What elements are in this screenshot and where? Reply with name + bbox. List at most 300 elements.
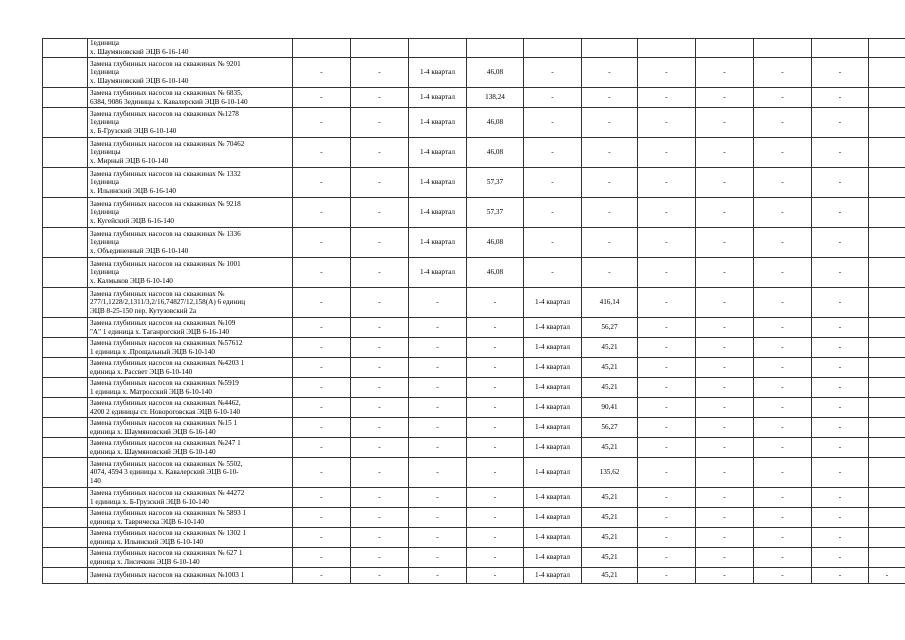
value-cell: - (467, 318, 524, 338)
value-cell (351, 39, 409, 58)
work-description-cell: Замена глубинных насосов на скважинах №15 1 единица х. Шаумяновский ЭЦВ 6-16-140 (88, 418, 293, 438)
value-cell: - (696, 168, 754, 198)
value-cell: - (754, 88, 812, 108)
value-cell (869, 488, 905, 508)
value-cell: - (351, 338, 409, 358)
value-cell: - (812, 508, 869, 528)
value-cell: - (351, 58, 409, 88)
value-cell: 46,08 (467, 228, 524, 258)
value-cell: - (638, 488, 696, 508)
value-cell: - (293, 338, 351, 358)
value-cell: - (467, 488, 524, 508)
value-cell: 45,21 (582, 338, 638, 358)
value-cell: - (754, 568, 812, 584)
value-cell (869, 198, 905, 228)
row-number-cell (43, 548, 88, 568)
value-cell: - (467, 338, 524, 358)
value-cell: - (467, 398, 524, 418)
row-number-cell (43, 398, 88, 418)
table-row (43, 108, 905, 138)
value-cell: 1-4 квартал (524, 488, 582, 508)
value-cell: - (754, 508, 812, 528)
value-cell: - (582, 138, 638, 168)
value-cell (869, 338, 905, 358)
value-cell: - (293, 508, 351, 528)
value-cell: 45,21 (582, 528, 638, 548)
value-cell: 1-4 квартал (409, 198, 467, 228)
row-number-cell (43, 528, 88, 548)
value-cell: - (812, 488, 869, 508)
value-cell: - (467, 508, 524, 528)
value-cell: - (351, 288, 409, 318)
value-cell: - (409, 318, 467, 338)
value-cell: - (812, 258, 869, 288)
value-cell: - (467, 438, 524, 458)
value-cell: 45,21 (582, 568, 638, 584)
value-cell: 1-4 квартал (524, 418, 582, 438)
value-cell (869, 58, 905, 88)
row-number-cell (43, 108, 88, 138)
value-cell: - (638, 398, 696, 418)
value-cell: 1-4 квартал (409, 168, 467, 198)
value-cell (869, 108, 905, 138)
value-cell: - (812, 458, 869, 488)
value-cell: - (351, 488, 409, 508)
value-cell: - (351, 318, 409, 338)
table-row (43, 198, 905, 228)
value-cell: - (812, 438, 869, 458)
value-cell: - (638, 338, 696, 358)
table-row (43, 568, 905, 584)
table-row (43, 88, 905, 108)
row-number-cell (43, 58, 88, 88)
value-cell: - (351, 528, 409, 548)
value-cell: - (293, 228, 351, 258)
value-cell: - (351, 138, 409, 168)
table-row (43, 39, 905, 58)
value-cell: - (409, 488, 467, 508)
value-cell: - (524, 108, 582, 138)
value-cell: - (351, 88, 409, 108)
value-cell: - (582, 108, 638, 138)
value-cell: 1-4 квартал (524, 528, 582, 548)
work-description-cell: 1единица х. Шаумяновский ЭЦВ 6-16-140 (88, 39, 293, 58)
value-cell: 1-4 квартал (409, 138, 467, 168)
row-number-cell (43, 378, 88, 398)
value-cell: 1-4 квартал (524, 508, 582, 528)
table-row (43, 258, 905, 288)
table-row (43, 378, 905, 398)
value-cell: 45,21 (582, 508, 638, 528)
value-cell: 1-4 квартал (524, 338, 582, 358)
row-number-cell (43, 458, 88, 488)
value-cell: - (351, 548, 409, 568)
value-cell: 1-4 квартал (409, 88, 467, 108)
table-row (43, 138, 905, 168)
work-description-cell: Замена глубинных насосов на скважинах № 1332 1единица х. Ильинский ЭЦВ 6-16-140 (88, 168, 293, 198)
value-cell: - (467, 288, 524, 318)
value-cell: - (754, 418, 812, 438)
value-cell (869, 168, 905, 198)
value-cell: - (754, 288, 812, 318)
value-cell: 1-4 квартал (409, 228, 467, 258)
value-cell: - (754, 458, 812, 488)
value-cell (869, 88, 905, 108)
row-number-cell (43, 358, 88, 378)
value-cell: 45,21 (582, 548, 638, 568)
value-cell: - (409, 338, 467, 358)
value-cell: 57,37 (467, 198, 524, 228)
value-cell: - (696, 488, 754, 508)
value-cell: - (696, 508, 754, 528)
value-cell: - (812, 228, 869, 258)
works-table (42, 38, 905, 584)
value-cell: - (524, 138, 582, 168)
row-number-cell (43, 488, 88, 508)
value-cell: - (638, 548, 696, 568)
value-cell: - (409, 508, 467, 528)
value-cell: 45,21 (582, 378, 638, 398)
value-cell (869, 378, 905, 398)
value-cell: - (293, 318, 351, 338)
value-cell (869, 318, 905, 338)
row-number-cell (43, 438, 88, 458)
value-cell: - (293, 458, 351, 488)
value-cell: - (409, 418, 467, 438)
table-row (43, 528, 905, 548)
value-cell: - (351, 418, 409, 438)
value-cell: - (524, 58, 582, 88)
value-cell: - (351, 508, 409, 528)
value-cell: - (696, 568, 754, 584)
row-number-cell (43, 418, 88, 438)
value-cell: - (293, 138, 351, 168)
value-cell (638, 39, 696, 58)
value-cell: - (582, 168, 638, 198)
value-cell (293, 39, 351, 58)
value-cell (696, 39, 754, 58)
table-row (43, 358, 905, 378)
value-cell: - (638, 168, 696, 198)
work-description-cell: Замена глубинных насосов на скважинах № 1001 1единица х. Калмыков ЭЦВ 6-10-140 (88, 258, 293, 288)
value-cell: - (754, 258, 812, 288)
value-cell: 56,27 (582, 318, 638, 338)
row-number-cell (43, 288, 88, 318)
value-cell: - (812, 398, 869, 418)
value-cell: - (582, 88, 638, 108)
value-cell: - (754, 438, 812, 458)
value-cell (869, 438, 905, 458)
value-cell: - (754, 228, 812, 258)
work-description-cell: Замена глубинных насосов на скважинах № 44272 1 единица х. Б-Грузский ЭЦВ 6-10-140 (88, 488, 293, 508)
value-cell: 1-4 квартал (409, 58, 467, 88)
value-cell (869, 138, 905, 168)
value-cell: - (696, 398, 754, 418)
table-row (43, 318, 905, 338)
value-cell: - (754, 488, 812, 508)
value-cell: - (638, 568, 696, 584)
value-cell (409, 39, 467, 58)
value-cell: 45,21 (582, 438, 638, 458)
value-cell: - (467, 528, 524, 548)
value-cell: 416,14 (582, 288, 638, 318)
value-cell: - (696, 198, 754, 228)
row-number-cell (43, 39, 88, 58)
value-cell: - (812, 288, 869, 318)
value-cell: - (812, 548, 869, 568)
value-cell (869, 528, 905, 548)
value-cell: - (754, 548, 812, 568)
value-cell: - (696, 458, 754, 488)
value-cell: - (638, 88, 696, 108)
value-cell: 56,27 (582, 418, 638, 438)
value-cell: - (351, 258, 409, 288)
value-cell: - (812, 108, 869, 138)
value-cell: - (754, 108, 812, 138)
value-cell: 46,08 (467, 108, 524, 138)
value-cell: - (524, 88, 582, 108)
value-cell: - (351, 358, 409, 378)
value-cell: - (351, 398, 409, 418)
row-number-cell (43, 168, 88, 198)
value-cell: - (467, 378, 524, 398)
value-cell: - (293, 548, 351, 568)
value-cell (869, 458, 905, 488)
value-cell: - (696, 288, 754, 318)
value-cell: - (351, 568, 409, 584)
value-cell: - (351, 108, 409, 138)
value-cell: - (293, 568, 351, 584)
work-description-cell: Замена глубинных насосов на скважинах № 5502, 4074, 4594 3 единицы х. Кавалерский ЭЦВ 6-10- 140 (88, 458, 293, 488)
value-cell: - (754, 58, 812, 88)
value-cell: - (409, 358, 467, 378)
value-cell: - (812, 58, 869, 88)
value-cell: - (812, 528, 869, 548)
value-cell (812, 39, 869, 58)
value-cell: - (754, 398, 812, 418)
work-description-cell: Замена глубинных насосов на скважинах №247 1 единица х. Шаумяновский ЭЦВ 6-10-140 (88, 438, 293, 458)
work-description-cell: Замена глубинных насосов на скважинах № 1302 1 единица х. Ильинский ЭЦВ 6-10-140 (88, 528, 293, 548)
value-cell: - (754, 378, 812, 398)
value-cell: - (467, 548, 524, 568)
value-cell: 1-4 квартал (524, 438, 582, 458)
value-cell: - (409, 398, 467, 418)
value-cell: 1-4 квартал (524, 288, 582, 318)
value-cell: - (524, 258, 582, 288)
value-cell: 45,21 (582, 358, 638, 378)
value-cell: - (524, 228, 582, 258)
table-row (43, 418, 905, 438)
value-cell: - (754, 168, 812, 198)
value-cell: - (638, 378, 696, 398)
work-description-cell: Замена глубинных насосов на скважинах № 627 1 единица х. Лисичкин ЭЦВ 6-10-140 (88, 548, 293, 568)
value-cell: - (638, 418, 696, 438)
value-cell: - (582, 258, 638, 288)
value-cell: - (696, 338, 754, 358)
row-number-cell (43, 318, 88, 338)
value-cell: - (293, 168, 351, 198)
value-cell: - (582, 58, 638, 88)
table-row (43, 398, 905, 418)
value-cell (869, 548, 905, 568)
value-cell: - (638, 458, 696, 488)
value-cell: - (638, 358, 696, 378)
value-cell: - (293, 418, 351, 438)
value-cell: - (467, 568, 524, 584)
value-cell: - (582, 228, 638, 258)
value-cell: - (638, 438, 696, 458)
value-cell: - (696, 528, 754, 548)
value-cell: - (293, 258, 351, 288)
row-number-cell (43, 228, 88, 258)
value-cell: - (467, 358, 524, 378)
value-cell: - (754, 318, 812, 338)
value-cell: - (409, 288, 467, 318)
value-cell: 1-4 квартал (524, 568, 582, 584)
work-description-cell: Замена глубинных насосов на скважинах № 9201 1единица х. Шаумяновский ЭЦВ 6-10-140 (88, 58, 293, 88)
value-cell (754, 39, 812, 58)
value-cell: - (351, 198, 409, 228)
value-cell: - (812, 168, 869, 198)
value-cell: - (812, 378, 869, 398)
value-cell: - (293, 528, 351, 548)
value-cell: - (351, 228, 409, 258)
table-row (43, 288, 905, 318)
value-cell: - (696, 138, 754, 168)
value-cell: - (638, 108, 696, 138)
row-number-cell (43, 198, 88, 228)
value-cell: - (638, 318, 696, 338)
value-cell: - (351, 378, 409, 398)
value-cell: - (696, 88, 754, 108)
value-cell: - (638, 228, 696, 258)
row-number-cell (43, 568, 88, 584)
value-cell (467, 39, 524, 58)
value-cell: - (409, 528, 467, 548)
value-cell: - (696, 378, 754, 398)
value-cell: - (696, 418, 754, 438)
work-description-cell: Замена глубинных насосов на скважинах №4462, 4200 2 единицы ст. Новороговская ЭЦВ 6-10-140 (88, 398, 293, 418)
value-cell: - (638, 528, 696, 548)
value-cell: - (409, 438, 467, 458)
value-cell (869, 398, 905, 418)
work-description-cell: Замена глубинных насосов на скважинах №109 "А" 1 единица х. Таганрогский ЭЦВ 6-16-140 (88, 318, 293, 338)
value-cell: - (293, 198, 351, 228)
value-cell: - (696, 258, 754, 288)
value-cell: - (754, 528, 812, 548)
value-cell: 46,08 (467, 258, 524, 288)
value-cell: 1-4 квартал (524, 378, 582, 398)
work-description-cell: Замена глубинных насосов на скважинах № 6835, 6384, 9086 3единицы х. Кавалерский ЭЦВ 6-10-140 (88, 88, 293, 108)
value-cell: 1-4 квартал (524, 398, 582, 418)
table-row (43, 58, 905, 88)
value-cell: - (293, 58, 351, 88)
value-cell: - (293, 288, 351, 318)
value-cell: 138,24 (467, 88, 524, 108)
value-cell: - (638, 508, 696, 528)
value-cell: - (754, 198, 812, 228)
value-cell: - (696, 108, 754, 138)
value-cell: - (812, 198, 869, 228)
value-cell: - (638, 198, 696, 228)
value-cell: 57,37 (467, 168, 524, 198)
value-cell: 1-4 квартал (524, 458, 582, 488)
table-row (43, 458, 905, 488)
value-cell: 90,41 (582, 398, 638, 418)
table-row (43, 488, 905, 508)
value-cell: - (754, 358, 812, 378)
value-cell: 1-4 квартал (409, 258, 467, 288)
row-number-cell (43, 258, 88, 288)
value-cell: - (812, 138, 869, 168)
value-cell: - (638, 58, 696, 88)
work-description-cell: Замена глубинных насосов на скважинах №5919 1 единица х. Матросский ЭЦВ 6-10-140 (88, 378, 293, 398)
work-description-cell: Замена глубинных насосов на скважинах №57612 1 единица х .Прощальный ЭЦВ 6-10-140 (88, 338, 293, 358)
value-cell: 1-4 квартал (409, 108, 467, 138)
value-cell: - (812, 418, 869, 438)
work-description-cell: Замена глубинных насосов на скважинах №1003 1 (88, 568, 293, 584)
work-description-cell: Замена глубинных насосов на скважинах № 5893 1 единица х. Таврическа ЭЦВ 6-10-140 (88, 508, 293, 528)
value-cell: - (638, 258, 696, 288)
table-row (43, 438, 905, 458)
row-number-cell (43, 338, 88, 358)
value-cell: - (409, 568, 467, 584)
value-cell: - (293, 88, 351, 108)
value-cell: - (293, 108, 351, 138)
value-cell: - (696, 438, 754, 458)
value-cell: - (696, 58, 754, 88)
value-cell: 45,21 (582, 488, 638, 508)
value-cell (869, 358, 905, 378)
value-cell (869, 258, 905, 288)
value-cell: - (351, 438, 409, 458)
value-cell (869, 508, 905, 528)
value-cell: - (293, 488, 351, 508)
value-cell: - (812, 88, 869, 108)
value-cell (869, 39, 905, 58)
value-cell: - (696, 318, 754, 338)
value-cell: - (351, 168, 409, 198)
value-cell: - (869, 568, 905, 584)
work-description-cell: Замена глубинных насосов на скважинах №4203 1 единица х. Рассвет ЭЦВ 6-10-140 (88, 358, 293, 378)
value-cell: - (409, 378, 467, 398)
table-body (43, 39, 905, 584)
table-row (43, 228, 905, 258)
value-cell: - (696, 548, 754, 568)
table-row (43, 338, 905, 358)
value-cell: - (293, 438, 351, 458)
table-row (43, 508, 905, 528)
value-cell (869, 418, 905, 438)
value-cell: - (696, 358, 754, 378)
value-cell (524, 39, 582, 58)
value-cell: 46,08 (467, 58, 524, 88)
value-cell: - (812, 568, 869, 584)
table-row (43, 548, 905, 568)
value-cell: - (409, 458, 467, 488)
value-cell: - (467, 418, 524, 438)
value-cell (582, 39, 638, 58)
work-description-cell: Замена глубинных насосов на скважинах №1278 1единица х. Б-Грузский ЭЦВ 6-10-140 (88, 108, 293, 138)
value-cell: - (638, 288, 696, 318)
value-cell: 1-4 квартал (524, 358, 582, 378)
row-number-cell (43, 508, 88, 528)
value-cell: 135,62 (582, 458, 638, 488)
work-description-cell: Замена глубинных насосов на скважинах № 1336 1единица х. Объединенный ЭЦВ 6-10-140 (88, 228, 293, 258)
row-number-cell (43, 88, 88, 108)
value-cell: 46,08 (467, 138, 524, 168)
value-cell: - (812, 338, 869, 358)
